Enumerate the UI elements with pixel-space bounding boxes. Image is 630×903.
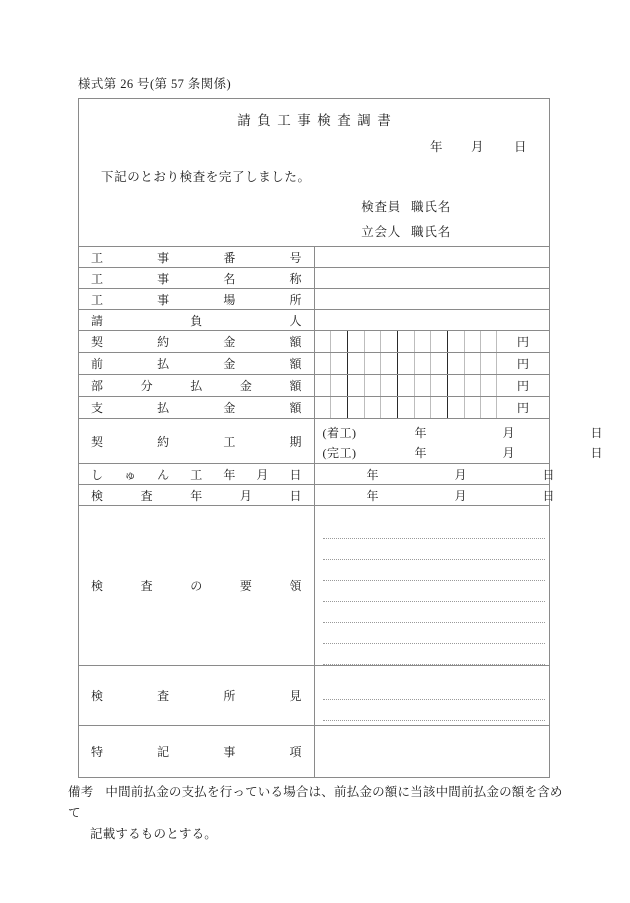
ruled-line [323,644,546,665]
money-grid-partial[interactable] [315,375,550,396]
yen-unit-label: 円 [496,331,549,352]
digit-cell[interactable] [448,375,465,396]
digit-cell[interactable] [348,353,365,374]
period-start-year: 年 [414,426,428,440]
label-text: 請負人 [91,313,302,328]
inspector-name-placeholder: 職氏名 [411,200,451,214]
digit-cell[interactable] [315,353,332,374]
footer-note-body1: 中間前払金の支払を行っている場合は、前払金の額に当該中間前払金の額を含めて [68,785,563,820]
field-inspection-outline[interactable] [314,506,550,666]
money-grid-contract[interactable] [315,331,550,352]
table-row [79,726,550,778]
row-label-inspection-finding [79,666,315,726]
header-date-day: 日 [513,140,527,154]
digit-cell[interactable] [448,397,465,418]
period-end-day: 日 [590,446,604,460]
completion-month: 月 [454,468,468,482]
ruled-line [323,623,546,644]
digit-cell[interactable] [365,397,382,418]
row-label-special-notes [79,726,315,778]
field-work-place[interactable] [314,289,550,310]
label-text: 契約金額 [91,335,302,349]
digit-cell[interactable] [481,375,497,396]
digit-cell[interactable] [315,331,332,352]
table-row [79,353,550,375]
digit-cell[interactable] [415,353,432,374]
period-start-day: 日 [590,426,604,440]
label-text: 前払金額 [91,357,302,371]
ruled-line [323,581,546,602]
ruled-line [323,560,546,581]
header-block [79,99,550,247]
table-row [79,289,550,310]
digit-cell[interactable] [381,397,398,418]
row-label-work-place [79,289,315,310]
digit-cell[interactable] [431,397,448,418]
ruled-line [323,679,546,700]
digit-cell[interactable] [398,375,415,396]
digit-cell[interactable] [415,397,432,418]
digit-cell[interactable] [465,353,482,374]
digit-cell[interactable] [465,331,482,352]
digit-cell[interactable] [481,353,497,374]
money-grid-payment[interactable] [315,397,550,418]
label-text: 工事名称 [91,271,302,286]
digit-cell[interactable] [431,353,448,374]
period-end-year: 年 [414,446,428,460]
witness-role-label: 立会人 [361,225,402,239]
digit-cell[interactable] [381,353,398,374]
digit-cell[interactable] [431,375,448,396]
field-work-name[interactable] [314,268,550,289]
completion-date-units [367,466,556,483]
table-row [79,666,550,726]
digit-cell[interactable] [348,375,365,396]
table-row [79,397,550,419]
digit-cell[interactable] [315,397,332,418]
digit-cell[interactable] [331,331,348,352]
digit-cell[interactable] [415,375,432,396]
header-date-year: 年 [429,140,443,154]
table-row [79,419,550,464]
digit-cell[interactable] [465,375,482,396]
field-contractor[interactable] [314,310,550,331]
field-inspection-finding[interactable] [314,666,550,726]
table-row [79,485,550,506]
field-completion-date[interactable] [314,464,556,485]
digit-cells[interactable] [315,397,498,418]
ruled-lines-outline [323,518,546,665]
field-partial-amount[interactable] [314,375,550,397]
field-advance-amount[interactable] [314,353,550,375]
period-start-tag: (着工) [322,426,357,440]
row-label-inspection-date [79,485,315,506]
label-text: 工事番号 [91,250,302,265]
label-text: 部分払金額 [91,379,302,393]
digit-cell[interactable] [448,353,465,374]
witness-name-placeholder: 職氏名 [411,225,451,239]
ruled-line [323,602,546,623]
label-text: 検査の要領 [91,579,302,593]
row-label-partial-amount [79,375,315,397]
digit-cell[interactable] [431,331,448,352]
yen-unit-label: 円 [496,375,549,396]
yen-unit-label: 円 [496,397,549,418]
digit-cell[interactable] [365,375,382,396]
label-text: 工事場所 [91,292,302,307]
field-payment-amount[interactable] [314,397,550,419]
field-contract-amount[interactable] [314,331,550,353]
digit-cell[interactable] [331,375,348,396]
period-end-tag: (完工) [322,446,357,460]
digit-cell[interactable] [481,397,497,418]
digit-cells[interactable] [315,331,498,352]
period-end-row [323,444,604,461]
ruled-lines-finding [323,679,546,725]
table-row [79,375,550,397]
completion-statement: 下記のとおり検査を完了しました。 [101,170,311,184]
label-text: 契約工期 [91,434,302,449]
digit-cell[interactable] [481,331,497,352]
completion-day: 日 [542,468,556,482]
digit-cell[interactable] [331,353,348,374]
footer-note-line1 [68,782,573,824]
digit-cell[interactable] [448,331,465,352]
table-row [79,506,550,666]
digit-cell[interactable] [398,397,415,418]
inspection-date-units [367,487,556,504]
row-label-work-name [79,268,315,289]
period-end-month: 月 [502,446,516,460]
witness-signature-line [361,222,451,240]
footer-note-line2: 記載するものとする。 [90,827,218,841]
digit-cell[interactable] [465,397,482,418]
period-start-row [323,424,604,441]
ruled-line [323,700,546,721]
row-label-inspection-outline [79,506,315,666]
money-grid-advance[interactable] [315,353,550,374]
ruled-line [323,539,546,560]
row-label-completion-date [79,464,315,485]
field-inspection-date[interactable] [314,485,556,506]
row-label-work-number [79,247,315,268]
inspection-year: 年 [366,489,380,503]
table-row [79,310,550,331]
digit-cell[interactable] [381,331,398,352]
field-contract-period[interactable] [314,419,604,464]
label-text: 特記事項 [91,745,302,759]
footer-note-head: 備考 [68,785,94,799]
inspector-signature-line [361,197,451,215]
table-row-header [79,99,550,247]
row-label-payment-amount [79,397,315,419]
page-title: 請負工事検査調書 [237,113,398,128]
field-work-number[interactable] [314,247,550,268]
table-row [79,464,550,485]
row-label-contract-amount [79,331,315,353]
label-text: しゅん工年月日 [91,467,302,482]
digit-cell[interactable] [365,331,382,352]
inspection-day: 日 [542,489,556,503]
label-text: 支払金額 [91,401,302,415]
digit-cell[interactable] [365,353,382,374]
completion-year: 年 [366,468,380,482]
label-text: 検査年月日 [91,488,302,503]
yen-unit-label: 円 [496,353,549,374]
inspection-month: 月 [454,489,468,503]
digit-cell[interactable] [331,397,348,418]
form-number-label: 様式第 26 号(第 57 条関係) [78,77,232,91]
header-date-month: 月 [470,140,484,154]
footer-note [68,782,573,845]
ruled-line [323,518,546,539]
digit-cell[interactable] [348,331,365,352]
field-special-notes[interactable] [314,726,550,778]
digit-cell[interactable] [315,375,332,396]
inspector-role-label: 検査員 [361,200,402,214]
period-start-month: 月 [502,426,516,440]
row-label-contract-period [79,419,315,464]
row-label-advance-amount [79,353,315,375]
row-label-contractor [79,310,315,331]
label-text: 検査所見 [91,689,302,703]
digit-cell[interactable] [348,397,365,418]
inspection-report-table [78,98,604,778]
table-row [79,247,550,268]
digit-cell[interactable] [415,331,432,352]
digit-cell[interactable] [398,353,415,374]
digit-cells[interactable] [315,375,498,396]
header-date-line [430,137,527,155]
digit-cell[interactable] [398,331,415,352]
table-row [79,331,550,353]
table-row [79,268,550,289]
digit-cells[interactable] [315,353,498,374]
digit-cell[interactable] [381,375,398,396]
